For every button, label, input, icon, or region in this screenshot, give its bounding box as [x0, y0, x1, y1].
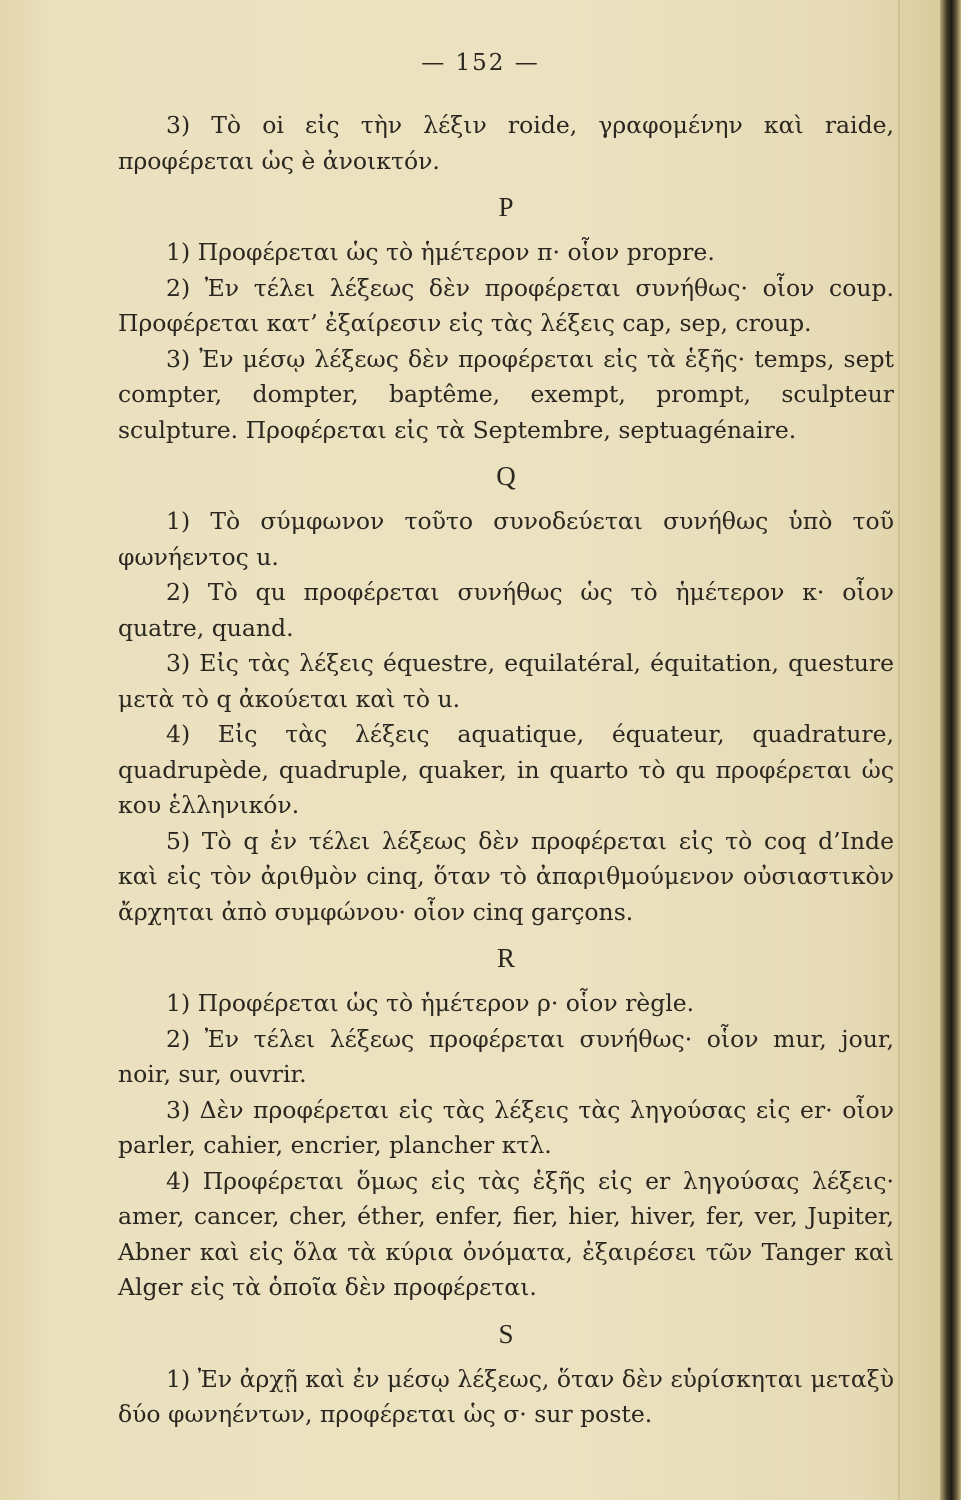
section-intro	[118, 108, 894, 179]
section-s	[118, 1312, 894, 1433]
section-p	[118, 185, 894, 448]
section-r	[118, 936, 894, 1306]
paragraph: 3) Ἐν μέσῳ λέξεως δὲν προφέρεται εἰς τὰ ἑξῆς· temps, sept compter, dompter, baptême, exempt, prompt, sculpteur sculpture. Προφέρεται εἰς τὰ Septembre, septuagénaire.	[118, 344, 894, 444]
book-gutter	[940, 0, 961, 1500]
section-q	[118, 454, 894, 930]
paragraph: 1) Τὸ σύμφωνον τοῦτο συνοδεύεται συνήθως ὑπὸ τοῦ φωνήεντος u.	[118, 507, 894, 571]
paragraph: 3) Τὸ oi εἰς τὴν λέξιν roide, γραφομένην καὶ raide, προφέρεται ὡς è ἀνοικτόν.	[118, 111, 894, 175]
page-body	[118, 108, 894, 1433]
paragraph: 2) Ἐν τέλει λέξεως δὲν προφέρεται συνήθως· οἷον coup. Προφέρεται κατ’ ἐξαίρεσιν εἰς τὰς λέξεις cap, sep, croup.	[118, 273, 894, 337]
paragraph: 4) Προφέρεται ὅμως εἰς τὰς ἑξῆς εἰς er ληγούσας λέξεις· amer, cancer, cher, éther, enfer, fier, hier, hiver, fer, ver, Jupiter, Abner καὶ εἰς ὅλα τὰ κύρια ὀνόματα, ἐξαιρέσει τῶν Tanger καὶ Alger εἰς τὰ ὁποῖα δὲν προφέρεται.	[118, 1166, 894, 1301]
page-number: — 152 —	[421, 50, 540, 76]
paragraph: 3) Δὲν προφέρεται εἰς τὰς λέξεις τὰς ληγούσας εἰς er· οἷον parler, cahier, encrier, plancher κτλ.	[118, 1095, 894, 1159]
section-heading: S	[498, 1318, 514, 1349]
page-edge-line	[898, 0, 900, 1500]
paragraph: 2) Τὸ qu προφέρεται συνήθως ὡς τὸ ἡμέτερον κ· οἷον quatre, quand.	[118, 578, 894, 642]
paragraph: 3) Εἰς τὰς λέξεις équestre, equilatéral, équitation, questure μετὰ τὸ q ἀκούεται καὶ τὸ u.	[118, 649, 894, 713]
paragraph: 5) Τὸ q ἐν τέλει λέξεως δὲν προφέρεται εἰς τὸ coq d’Inde καὶ εἰς τὸν ἀριθμὸν cinq, ὅταν τὸ ἀπαριθμούμενον οὐσιαστικὸν ἄρχηται ἀπὸ συμφώνου· οἷον cinq garçons.	[118, 826, 894, 926]
paragraph: 1) Προφέρεται ὡς τὸ ἡμέτερον π· οἷον propre.	[166, 238, 715, 266]
paragraph: 1) Προφέρεται ὡς τὸ ἡμέτερον ρ· οἷον règle.	[166, 989, 695, 1017]
paragraph: 2) Ἐν τέλει λέξεως προφέρεται συνήθως· οἷον mur, jour, noir, sur, ouvrir.	[118, 1024, 894, 1088]
section-heading: R	[496, 943, 515, 973]
paragraph: 1) Ἐν ἀρχῇ καὶ ἐν μέσῳ λέξεως, ὅταν δὲν εὑρίσκηται μεταξὺ δύο φωνηέντων, προφέρεται ὡς σ· sur poste.	[118, 1364, 894, 1428]
section-heading: Q	[496, 461, 516, 491]
paragraph: 4) Εἰς τὰς λέξεις aquatique, équateur, quadrature, quadrupède, quadruple, quaker, in quarto τὸ qu προφέρεται ὡς κου ἑλληνικόν.	[118, 720, 894, 819]
section-heading: P	[498, 192, 514, 222]
